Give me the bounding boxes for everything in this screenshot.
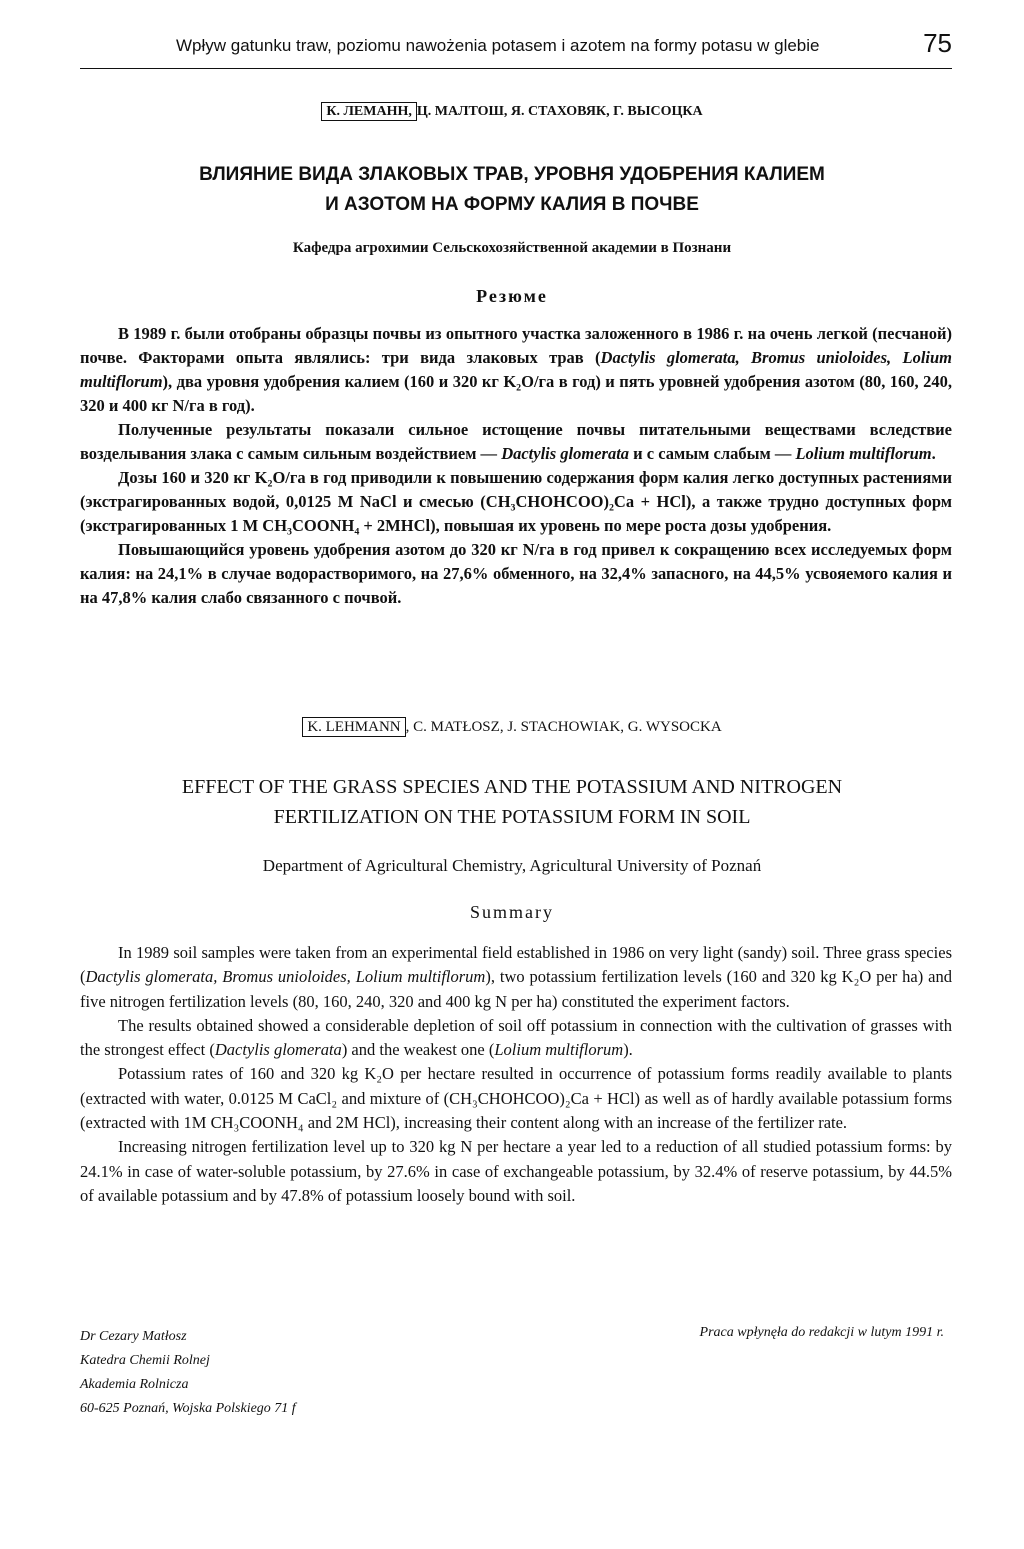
ru-p2-text-b: и с самым слабым — [629, 444, 796, 463]
author-boxed-en: K. LEHMANN [302, 717, 405, 737]
authors-rest-en: , C. MATŁOSZ, J. STACHOWIAK, G. WYSOCKA [405, 719, 722, 735]
title-ru-line1: ВЛИЯНИЕ ВИДА ЗЛАКОВЫХ ТРАВ, УРОВНЯ УДОБРЕНИЯ КАЛИЕМ [199, 164, 825, 185]
abstract-en-paragraph-3: Potassium rates of 160 and 320 kg K₂O per hectare resulted in occurrence of potassium forms readily available to plants (extracted with water, 0.0125 M CaCl₂ and mixture of (CH₃CHOHCOO)₂Ca + HCl) as well as of hardly available potassium forms (extracted with 1M CH₃COONH₄ and 2M HCl), increasing their content along with an increase of the fertilizer rate. [80, 1064, 952, 1133]
abstract-en-paragraph-1 [80, 941, 952, 1014]
affiliation-ru: Кафедра агрохимии Сельскохозяйственной академии в Познани [292, 240, 732, 256]
abstract-en [80, 941, 952, 1208]
ru-p2-text-a: Полученные результаты показали сильное истощение почвы питательными веществами вследствие возделывания злака с самым сильным воздействием — [80, 420, 952, 463]
abstract-ru-paragraph-1 [80, 322, 952, 418]
en-p1-species: Dactylis glomerata, Bromus unioloides, Lolium multiflorum [85, 967, 486, 987]
received-note: Praca wpłynęła do redakcji w lutym 1991 r. [699, 1325, 944, 1340]
abstract-ru [80, 322, 952, 610]
en-p2-text-b: ) and the weakest one ( [341, 1040, 495, 1060]
en-p2-species-2: Lolium multiflorum [494, 1040, 624, 1060]
address-line-2: Katedra Chemii Rolnej [80, 1353, 210, 1368]
running-title: Wpływ gatunku traw, poziomu nawożenia potasem i azotem na formy potasu w glebie [176, 36, 820, 55]
abstract-ru-paragraph-2 [80, 418, 952, 466]
ru-p1-text-a: В 1989 г. были отобраны образцы почвы из опытного участка заложенного в 1986 г. на очень легкой (песчаной) почве. Факторами опыта являлись: три вида злаковых трав ( [80, 324, 952, 367]
ru-p2-text-c: . [931, 444, 936, 463]
abstract-ru-paragraph-3: Дозы 160 и 320 кг K₂O/га в год приводили к повышению содержания форм калия легко доступных растениями (экстрагированных водой, 0,0125 M NaCl и смесью (CH₃CHOHCOO)₂Ca + HCl), а также трудно доступных форм (экстрагированных 1 M CH₃COONH₄ + 2MHCl), повышая их уровень по мере роста дозы удобрения. [80, 468, 952, 535]
ru-p1-species: Dactylis glomerata, Bromus unioloides, Lolium multiflorum [80, 348, 952, 391]
authors-rest-ru: Ц. МАЛТОШ, Я. СТАХОВЯК, Г. ВЫСОЦКА [416, 104, 703, 119]
title-ru-line2: И АЗОТОМ НА ФОРМУ КАЛИЯ В ПОЧВЕ [325, 194, 699, 215]
abstract-ru-paragraph-4: Повышающийся уровень удобрения азотом до 320 кг N/га в год привел к сокращению всех исследуемых форм калия: на 24,1% в случае водорастворимого, на 27,6% обменного, на 32,4% запасного, на 44,5% усвояемого калия и на 47,8% калия слабо связанного с почвой. [80, 540, 952, 607]
en-p1-text-b: ), two potassium fertilization levels (160 and 320 kg K₂O per ha) and five nitrogen fertilization levels (80, 160, 240, 320 and 400 kg N per ha) constituted the experiment factors. [80, 967, 952, 1011]
ru-p2-species-1: Dactylis glomerata [501, 444, 630, 463]
page-number: 75 [923, 28, 952, 58]
address-line-3: Akademia Rolnicza [80, 1377, 189, 1392]
running-header [80, 28, 952, 69]
ru-p1-text-b: ), два уровня удобрения калием (160 и 320 кг K₂O/га в год) и пять уровней удобрения азотом (80, 160, 240, 320 и 400 кг N/га в год). [80, 372, 952, 415]
en-p1-text-a: In 1989 soil samples were taken from an experimental field established in 1986 on very light (sandy) soil. Three grass species ( [80, 943, 952, 987]
address-line-4: 60-625 Poznań, Wojska Polskiego 71 f [80, 1401, 296, 1416]
en-p2-text-a: The results obtained showed a considerable depletion of soil off potassium in connection with the cultivation of grasses with the strongest effect ( [80, 1015, 952, 1060]
author-address [80, 1325, 296, 1421]
abstract-en-paragraph-2 [80, 1014, 952, 1063]
summary-heading-ru: Резюме [476, 286, 548, 306]
authors-en [0, 719, 1024, 736]
title-en-line1: EFFECT OF THE GRASS SPECIES AND THE POTASSIUM AND NITROGEN [181, 776, 843, 798]
title-ru [120, 160, 904, 220]
author-boxed-ru: К. ЛЕМАНН, [321, 102, 417, 121]
abstract-en-paragraph-4: Increasing nitrogen fertilization level up to 320 kg N per hectare a year led to a reduction of all studied potassium forms: by 24.1% in case of water-soluble potassium, by 27.6% in case of exchangeable potassium, by 32.4% of reserve potassium, by 44.5% of available potassium and by 47.8% of potassium loosely bound with soil. [80, 1137, 952, 1205]
authors-ru [0, 104, 1024, 120]
affiliation-en: Department of Agricultural Chemistry, Agricultural University of Poznań [262, 856, 762, 875]
en-p2-text-c: ). [623, 1040, 633, 1060]
title-en [120, 772, 904, 832]
summary-heading-en: Summary [470, 902, 554, 922]
title-en-line2: FERTILIZATION ON THE POTASSIUM FORM IN SOIL [273, 806, 751, 828]
en-p2-species-1: Dactylis glomerata [214, 1040, 342, 1060]
address-line-1: Dr Cezary Matłosz [80, 1329, 187, 1344]
ru-p2-species-2: Lolium multiflorum [795, 444, 932, 463]
